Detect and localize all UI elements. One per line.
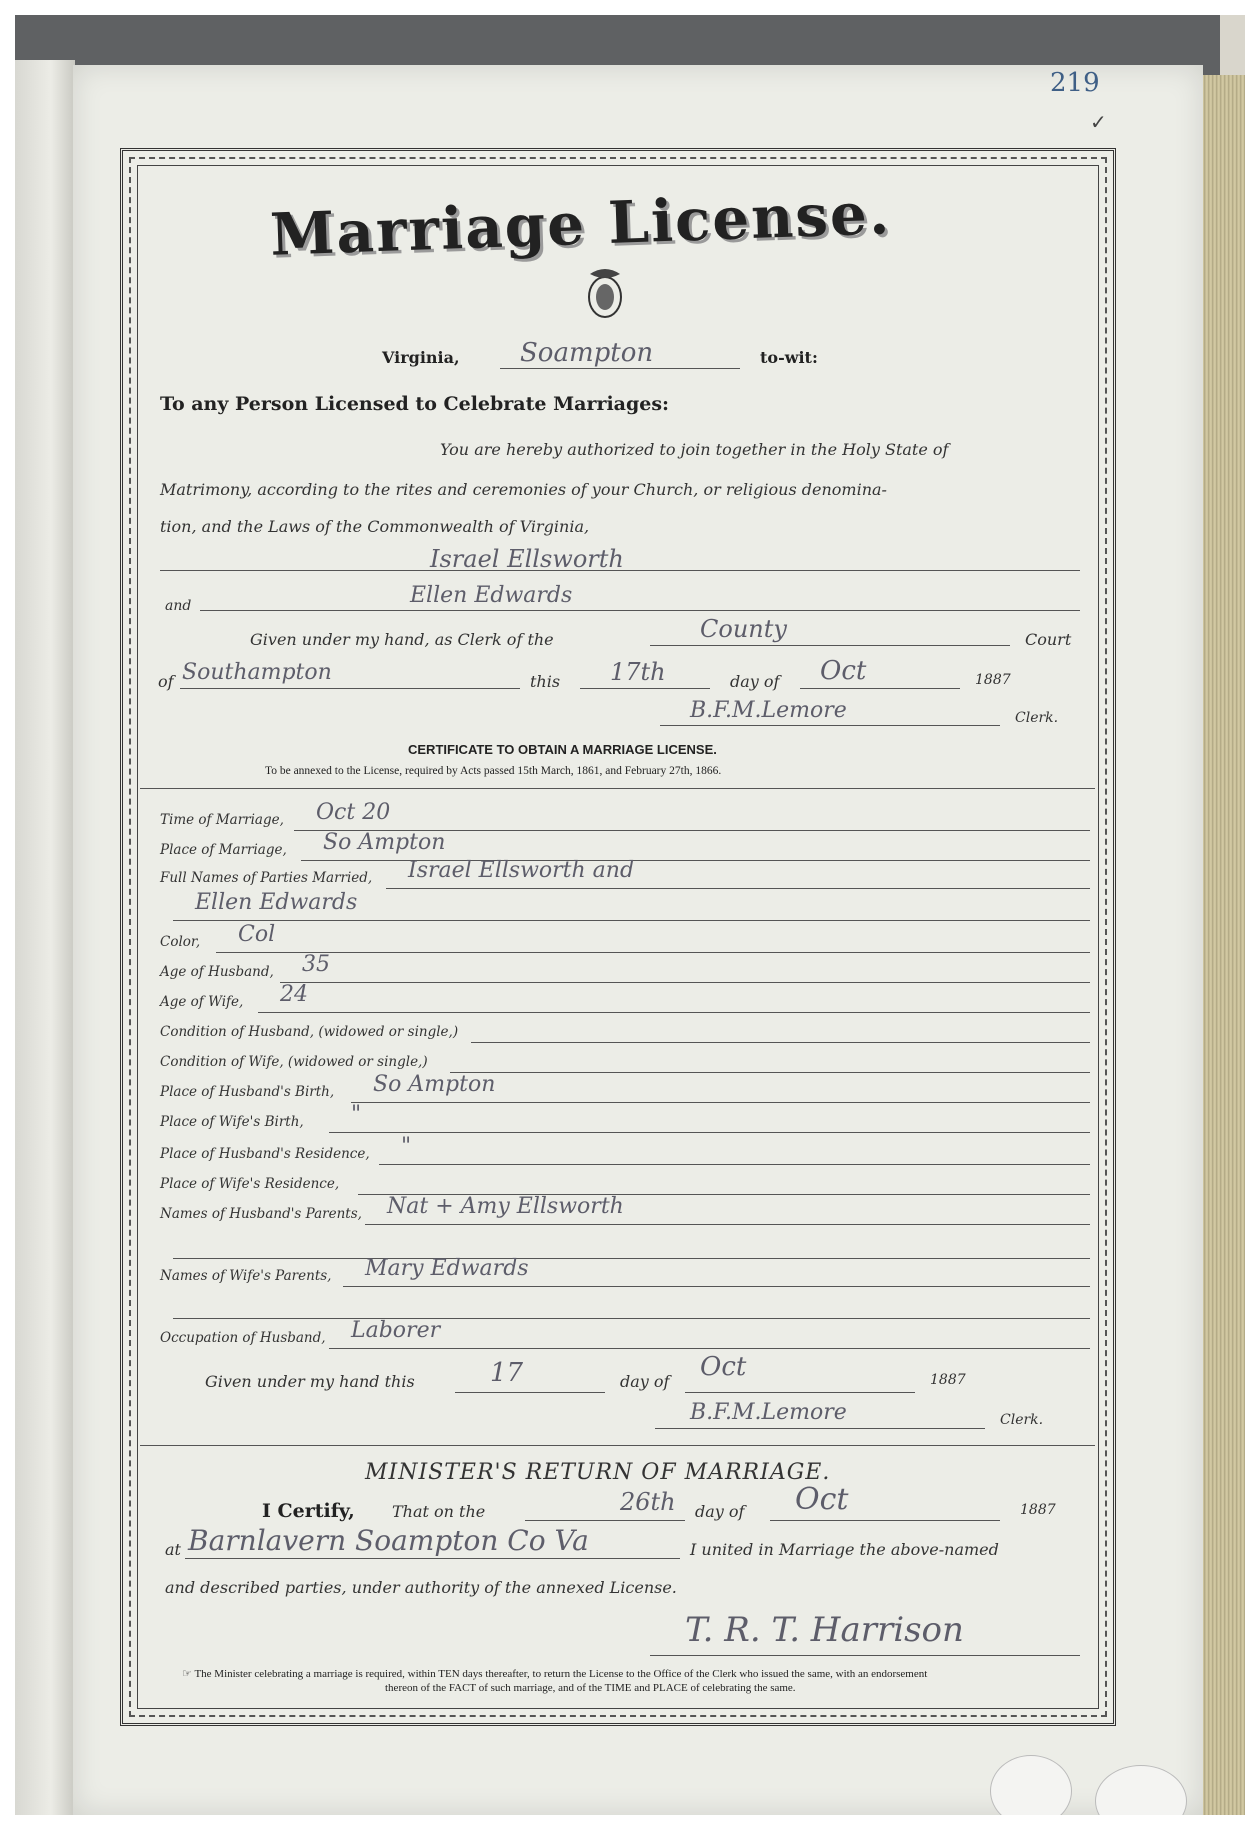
return-day-handwritten: 26th (620, 1488, 676, 1516)
check-mark-icon: ✓ (1090, 110, 1107, 134)
return-line-2: and described parties, under authority of the annexed License. (165, 1578, 677, 1597)
field-label: Age of Husband, (160, 964, 274, 980)
cert-given-label: Given under my hand this (205, 1372, 415, 1391)
field-value-handwritten: Ellen Edwards (195, 890, 358, 915)
cert-day-of-label: day of (620, 1372, 670, 1391)
bride-name-handwritten: Ellen Edwards (410, 583, 573, 608)
this-label: this (530, 672, 561, 691)
court-label: Court (1025, 630, 1072, 649)
field-label: Place of Husband's Birth, (160, 1084, 335, 1100)
field-value-handwritten: 24 (280, 982, 308, 1007)
return-heading: MINISTER'S RETURN OF MARRIAGE. (365, 1460, 831, 1485)
auth-line-1: You are hereby authorized to join together in the Holy State of (440, 440, 949, 459)
united-label: I united in Marriage the above-named (690, 1540, 999, 1559)
cert-clerk-label: Clerk. (1000, 1412, 1044, 1428)
field-value-handwritten: Mary Edwards (365, 1256, 529, 1281)
field-label: Occupation of Husband, (160, 1330, 326, 1346)
certificate-subheading: To be annexed to the License, required by Acts passed 15th March, 1861, and February 27th, 1866. (265, 765, 722, 777)
field-label: Place of Wife's Birth, (160, 1114, 304, 1130)
field-label: Place of Wife's Residence, (160, 1176, 340, 1192)
return-year: 1887 (1020, 1502, 1056, 1518)
month-handwritten: Oct (820, 656, 867, 686)
field-label: Color, (160, 934, 201, 950)
given-under-hand-label: Given under my hand, as Clerk of the (250, 630, 554, 649)
at-label: at (165, 1540, 181, 1559)
field-value-handwritten: Nat + Amy Ellsworth (387, 1194, 624, 1219)
field-value-handwritten: Israel Ellsworth and (408, 858, 635, 883)
state-label: Virginia, (382, 348, 460, 367)
ornament-icon (580, 262, 630, 322)
field-label: Full Names of Parties Married, (160, 870, 373, 886)
footnote-line-2: thereon of the FACT of such marriage, and of the TIME and PLACE of celebrating the same. (385, 1682, 796, 1694)
clerk-label: Clerk. (1015, 710, 1059, 726)
court-type-handwritten: County (700, 615, 787, 643)
county-handwritten: Soampton (520, 338, 654, 368)
field-label: Place of Husband's Residence, (160, 1146, 370, 1162)
return-month-handwritten: Oct (795, 1482, 849, 1517)
field-label: Place of Marriage, (160, 842, 287, 858)
minister-signature-handwritten: T. R. T. Harrison (685, 1610, 964, 1650)
groom-name-handwritten: Israel Ellsworth (430, 545, 624, 573)
field-value-handwritten: So Ampton (373, 1072, 496, 1097)
field-label: Condition of Wife, (widowed or single,) (160, 1054, 428, 1070)
return-day-of-label: day of (695, 1502, 745, 1521)
pointing-hand-icon: ☞ (182, 1668, 192, 1680)
clerk-signature-handwritten: B.F.M.Lemore (690, 698, 847, 723)
and-label: and (165, 598, 192, 614)
place-handwritten: Barnlavern Soampton Co Va (188, 1524, 589, 1557)
footnote-text-1: The Minister celebrating a marriage is required, within TEN days thereafter, to return the License to the Office of the Clerk who issued the same, with an endorsement (194, 1668, 928, 1680)
field-value-handwritten: " (351, 1102, 362, 1127)
auth-line-2: Matrimony, according to the rites and ceremonies of your Church, or religious denomina- (160, 480, 887, 499)
year: 1887 (975, 672, 1011, 688)
cert-day-handwritten: 17 (490, 1358, 524, 1388)
license-title: Marriage License. (269, 179, 893, 269)
field-value-handwritten: " (401, 1134, 412, 1159)
footnote-line-1 (182, 1667, 927, 1680)
day-handwritten: 17th (610, 658, 666, 686)
field-value-handwritten: 35 (302, 952, 330, 977)
that-on-label: That on the (392, 1502, 486, 1521)
cert-clerk-signature-handwritten: B.F.M.Lemore (690, 1400, 847, 1425)
field-label: Age of Wife, (160, 994, 244, 1010)
field-value-handwritten: Col (238, 922, 276, 947)
auth-line-3: tion, and the Laws of the Commonwealth of Virginia, (160, 517, 590, 536)
left-page-edge (15, 60, 75, 1815)
field-label: Time of Marriage, (160, 812, 284, 828)
salutation: To any Person Licensed to Celebrate Marriages: (160, 393, 670, 415)
field-label: Names of Husband's Parents, (160, 1206, 362, 1222)
certificate-heading: CERTIFICATE TO OBTAIN A MARRIAGE LICENSE. (408, 742, 717, 757)
to-wit-label: to-wit: (760, 348, 818, 367)
cert-year: 1887 (930, 1372, 966, 1388)
county2-handwritten: Southampton (182, 660, 332, 685)
field-value-handwritten: Laborer (351, 1318, 441, 1343)
of-label: of (158, 672, 174, 691)
field-label: Condition of Husband, (widowed or single,) (160, 1024, 459, 1040)
page-number: 219 (1050, 68, 1100, 98)
day-of-label: day of (730, 672, 780, 691)
field-label: Names of Wife's Parents, (160, 1268, 332, 1284)
field-value-handwritten: Oct 20 (316, 800, 391, 825)
certify-label: I Certify, (262, 1500, 355, 1522)
cert-month-handwritten: Oct (700, 1352, 747, 1382)
field-value-handwritten: So Ampton (323, 830, 446, 855)
